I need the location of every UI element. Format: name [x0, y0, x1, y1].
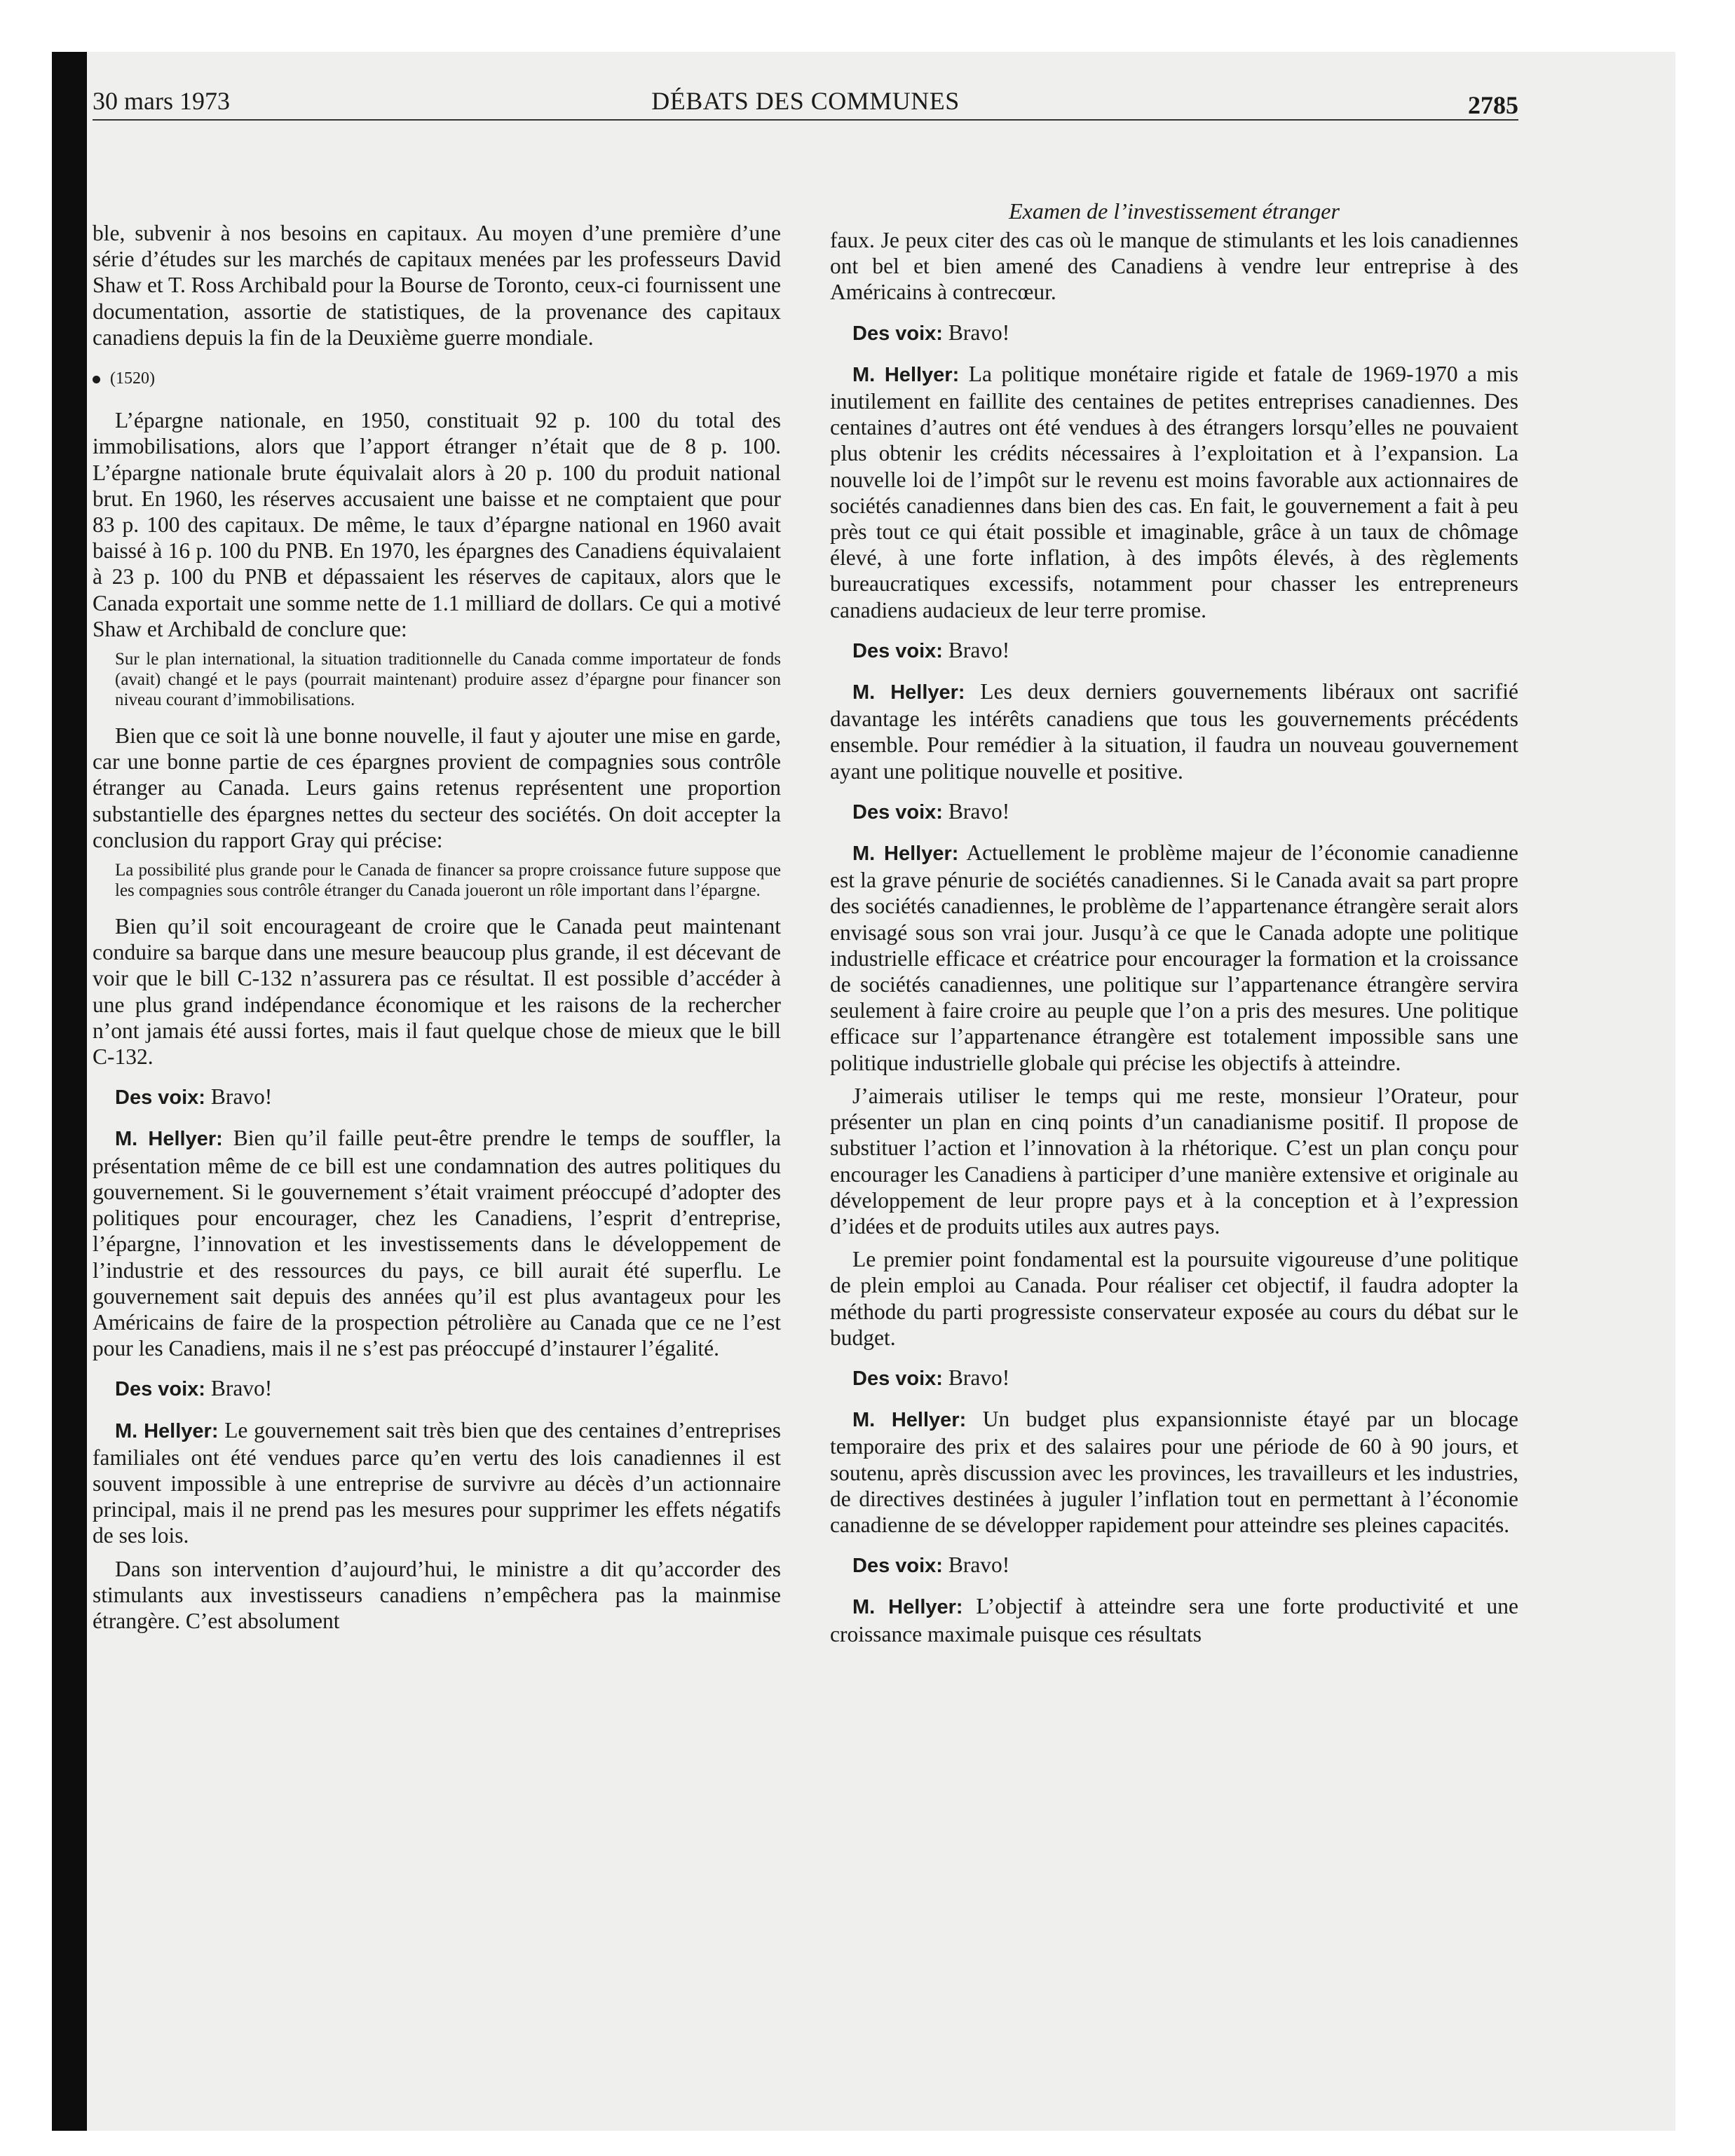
time-marker-label: (1520) [110, 369, 155, 388]
block-quote: La possibilité plus grande pour le Canada de financer sa propre croissance future suppose que les compagnies sous contrôle étranger du Canada joueront un rôle important dans l’épargne. [115, 861, 781, 901]
speech-text: Les deux derniers gouvernements libéraux ont sacrifié davantage les intérêts canadiens que tous les gouvernements précédents ensemble. Pour remédier à la situation, il faudra un nouveau gouvernement ayant une politique nouvelle et positive. [830, 679, 1518, 784]
speaker-label: Des voix: [115, 1086, 205, 1110]
running-head: Examen de l’investissement étranger [1009, 198, 1340, 224]
speech-text: Bien qu’il faille peut-être prendre le temps de souffler, la présentation même de ce bill est une condamnation des autres politiques du gouvernement. Si le gouvernement s’était vraiment préoccupé d’adopter des politiques pour encourager, chez les Canadiens, l’esprit d’entreprise, l’épargne, l’innovation et les investissements dans le développement de l’industrie et des ressources du pays, ce bill aurait été superflu. Le gouvernement sait depuis des années qu’il est plus avantageux pour les Américains de faire de la prospection pétrolière au Canada que ce ne l’est pour les Canadiens, mais il ne s’est pas préoccupé d’instaurer l’égalité. [93, 1126, 781, 1361]
speaker-label: Des voix: [852, 322, 943, 345]
interjection [852, 1552, 1518, 1579]
speech-paragraph [830, 678, 1518, 784]
speech-text: L’objectif à atteindre sera une forte productivité et une croissance maximale puisque ces résultats [830, 1594, 1518, 1646]
speech-paragraph [93, 1125, 781, 1361]
interjection [852, 798, 1518, 826]
speaker-label: Des voix: [852, 800, 943, 824]
speech-paragraph [830, 361, 1518, 623]
paragraph: Dans son intervention d’aujourd’hui, le ministre a dit qu’accorder des stimulants aux investisseurs canadiens n’empêchera pas la mainmise étrangère. C’est absolument [93, 1556, 781, 1633]
speaker-label: Des voix: [115, 1378, 205, 1401]
page-header [93, 83, 1518, 121]
interjection-text: Bravo! [948, 320, 1010, 345]
speaker-label: M. Hellyer: [115, 1128, 223, 1151]
block-quote: Sur le plan international, la situation traditionnelle du Canada comme importateur de fonds (avait) changé et le pays (pourrait maintenant) produire assez d’épargne pour financer son niveau courant d’immobilisations. [115, 650, 781, 710]
interjection [852, 1365, 1518, 1392]
interjection-text: Bravo! [210, 1084, 273, 1110]
interjection [852, 637, 1518, 664]
speech-paragraph [830, 1593, 1518, 1646]
bullet-icon [93, 376, 100, 383]
interjection-text: Bravo! [948, 1365, 1010, 1390]
speech-paragraph [830, 840, 1518, 1076]
speech-text: Actuellement le problème majeur de l’économie canadienne est la grave pénurie de sociétés canadiennes. Si le Canada avait sa part propre des sociétés canadiennes, le problème de l’appartenance étrangère serait alors envisagé sous son vrai jour. Jusqu’à ce que le Canada adopte une politique industrielle efficace et créatrice pour encourager la formation et la croissance de sociétés canadiennes, une politique sur l’appartenance étrangère servira seulement à faire croire au peuple que l’on a pris des mesures. Une politique efficace sur l’appartenance étrangère est totalement impossible sans une politique industrielle globale qui précise les objectifs à atteindre. [830, 840, 1519, 1075]
interjection [115, 1084, 781, 1111]
speaker-label: M. Hellyer: [852, 1409, 967, 1432]
speech-paragraph [93, 1417, 781, 1549]
speech-text: Le gouvernement sait très bien que des centaines d’entreprises familiales ont été vendues parce qu’en vertu des lois canadiennes il est souvent impossible à une entreprise de survivre au décès d’un actionnaire principal, mais il ne prend pas les mesures pour supprimer les effets négatifs de ses lois. [93, 1417, 781, 1548]
left-column [93, 220, 781, 2070]
speech-text: La politique monétaire rigide et fatale de 1969-1970 a mis inutilement en faillite des centaines de petites entreprises canadiennes. Des centaines d’autres ont été vendues à des étrangers lorsqu’elles ne pouvaient plus obtenir les crédits nécessaires à l’exploitation et à l’expansion. La nouvelle loi de l’impôt sur le revenu est moins favorable aux actionnaires de sociétés canadiennes dans bien des cas. En fait, le gouvernement a fait à peu près tout ce qui était possible et imaginable, grâce à un taux de chômage élevé, à une forte inflation, à des impôts élevés, à des règlements bureaucratiques excessifs, notamment pour chasser les entrepreneurs canadiens audacieux de leur terre promise. [830, 361, 1519, 622]
paragraph: faux. Je peux citer des cas où le manque de stimulants et les lois canadiennes ont bel et bien amené des Canadiens à vendre leur entreprise à des Américains à contrecœur. [830, 228, 1518, 305]
interjection-text: Bravo! [948, 637, 1010, 662]
paragraph: Bien que ce soit là une bonne nouvelle, il faut y ajouter une mise en garde, car une bonne partie de ces épargnes provient de compagnies sous contrôle étranger au Canada. Leurs gains retenus représentent une proportion substantielle des épargnes nettes du secteur des sociétés. On doit accepter la conclusion du rapport Gray qui précise: [93, 723, 781, 852]
right-column [830, 198, 1518, 2048]
paragraph: Le premier point fondamental est la poursuite vigoureuse d’une politique de plein emploi au Canada. Pour réaliser cet objectif, il faudra adopter la méthode du parti progressiste conservateur exposée au cours du débat sur le budget. [830, 1247, 1518, 1350]
speaker-label: M. Hellyer: [115, 1419, 219, 1442]
speech-text: Un budget plus expansionniste étayé par un blocage temporaire des prix et des salaires pour une période de 60 à 90 jours, et soutenu, après discussion avec les provinces, les travailleurs et les industries, de directives destinées à juguler l’inflation tout en permettant à l’économie canadienne de se développer rapidement pour atteindre ses pleines capacités. [830, 1407, 1518, 1537]
speaker-label: M. Hellyer: [852, 1596, 963, 1619]
speaker-label: Des voix: [852, 639, 943, 662]
time-marker [93, 366, 781, 392]
interjection [115, 1375, 781, 1403]
paragraph: ble, subvenir à nos besoins en capitaux. Au moyen d’une première d’une série d’études sur les marchés de capitaux menées par les professeurs David Shaw et T. Ross Archibald pour la Bourse de Toronto, ceux-ci fournissent une documentation, assortie de statistiques, de la provenance des capitaux canadiens depuis la fin de la Deuxième guerre mondiale. [93, 221, 781, 350]
scan-edge [52, 52, 87, 2131]
speaker-label: Des voix: [852, 1555, 943, 1578]
speaker-label: Des voix: [852, 1367, 943, 1390]
header-title: DÉBATS DES COMMUNES [651, 87, 960, 115]
page-number: 2785 [1468, 91, 1518, 119]
header-date: 30 mars 1973 [93, 87, 230, 115]
interjection-text: Bravo! [948, 1553, 1010, 1578]
speaker-label: M. Hellyer: [852, 681, 965, 704]
interjection-text: Bravo! [210, 1376, 273, 1401]
interjection-text: Bravo! [948, 798, 1010, 824]
paragraph: J’aimerais utiliser le temps qui me reste, monsieur l’Orateur, pour présenter un plan en cinq points d’un canadianisme positif. Il propose de substituer l’action et l’innovation à la rhétorique. C’est un plan conçu pour encourager les Canadiens à participer d’une manière extensive et originale au développement de leur propre pays et à la conception et à l’expression d’idées et de produits utiles aux autres pays. [830, 1083, 1518, 1239]
paragraph: L’épargne nationale, en 1950, constituait 92 p. 100 du total des immobilisations, alors que l’apport étranger n’était que de 8 p. 100. L’épargne nationale brute équivalait alors à 20 p. 100 du produit national brut. En 1960, les réserves accusaient une baisse et ne comptaient que pour 83 p. 100 des capitaux. De même, le taux d’épargne national en 1960 avait baissé à 16 p. 100 du PNB. En 1970, les épargnes des Canadiens équivalaient à 23 p. 100 du PNB et dépassaient les réserves de capitaux, alors que le Canada exportait une somme nette de 1.1 milliard de dollars. Ce qui a motivé Shaw et Archibald de conclure que: [93, 408, 781, 641]
speaker-label: M. Hellyer: [852, 842, 959, 866]
speech-paragraph [830, 1406, 1518, 1538]
interjection [852, 320, 1518, 347]
speaker-label: M. Hellyer: [852, 363, 960, 386]
paragraph: Bien qu’il soit encourageant de croire que le Canada peut maintenant conduire sa barque dans une mesure beaucoup plus grande, il est décevant de voir que le bill C-132 n’assurera pas ce résultat. Il est possible d’accéder à une plus grand indépendance économique et les raisons de la rechercher n’ont jamais été aussi fortes, mais il faut quelque chose de mieux que le bill C-132. [93, 914, 781, 1070]
